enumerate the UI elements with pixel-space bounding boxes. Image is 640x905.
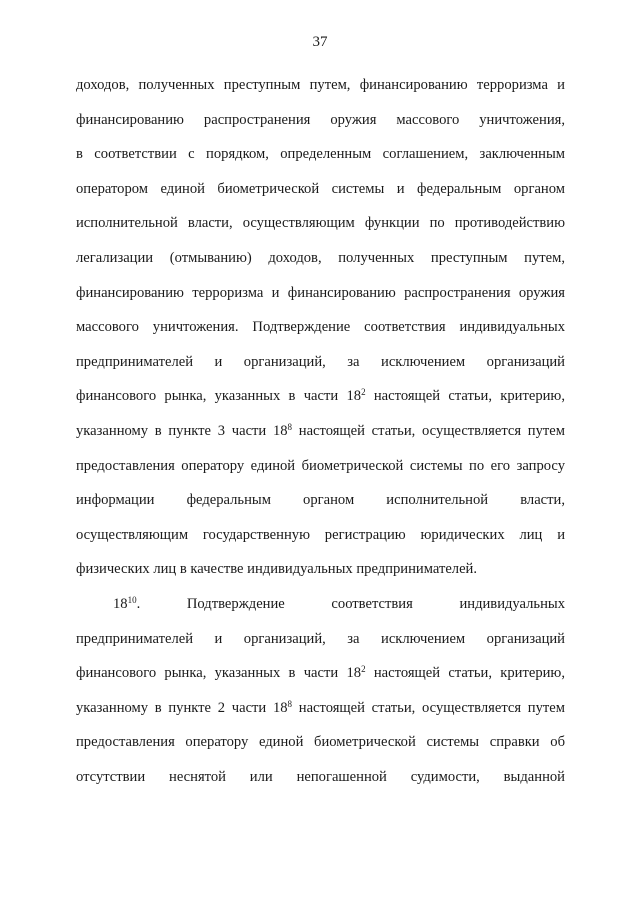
page-number: 37: [312, 34, 328, 50]
text-line: предоставления оператору единой биометрической системы справки об: [76, 734, 565, 751]
text-line: предпринимателей и организаций, за исключением организаций: [76, 353, 565, 370]
superscript: 2: [361, 387, 366, 398]
text-fragment: настоящей статьи, критерию,: [365, 388, 565, 405]
text-line: предпринимателей и организаций, за исключением организаций: [76, 630, 565, 647]
superscript: 8: [287, 698, 293, 709]
text-line: предоставления оператору единой биометрической системы по его запросу: [76, 457, 565, 474]
text-fragment: . Подтверждение соответствия индивидуальных: [136, 595, 565, 612]
text-fragment: финансового рынка, указанных в части 18: [76, 665, 362, 682]
superscript: 10: [127, 594, 137, 605]
text-line: физических лиц в качестве индивидуальных предпринимателей.: [76, 561, 478, 578]
text-fragment: настоящей статьи, осуществляется путем: [292, 422, 566, 439]
text-line: исполнительной власти, осуществляющим функции по противодействию: [76, 215, 565, 232]
text-fragment: финансового рынка, указанных в части 18: [76, 388, 362, 405]
superscript: 8: [287, 422, 293, 432]
text-line: оператором единой биометрической системы и федеральным органом: [76, 180, 565, 197]
text-line: массового уничтожения. Подтверждение соответствия индивидуальных: [76, 319, 565, 336]
body-text: [76, 68, 565, 794]
text-line: легализации (отмыванию) доходов, полученных преступным путем,: [76, 249, 565, 266]
text-line: доходов, полученных преступным путем, финансированию терроризма и: [76, 77, 565, 93]
text-fragment: указанному в пункте 3 части 18: [76, 422, 288, 439]
text-line: [76, 414, 565, 449]
text-line: [76, 656, 565, 691]
text-line: осуществляющим государственную регистрацию юридических лиц и: [76, 526, 565, 543]
paragraph-start-line: [76, 587, 565, 622]
text-line: информации федеральным органом исполнительной власти,: [76, 492, 565, 509]
paragraph-number: 18: [113, 595, 128, 612]
text-line: финансированию терроризма и финансированию распространения оружия: [76, 284, 565, 301]
text-fragment: указанному в пункте 2 части 18: [76, 699, 288, 716]
text-line: [76, 379, 565, 414]
text-line: [76, 691, 565, 726]
text-line: отсутствии неснятой или непогашенной судимости, выданной: [76, 768, 565, 785]
text-line: финансированию распространения оружия массового уничтожения,: [76, 111, 565, 128]
text-line: в соответствии с порядком, определенным соглашением, заключенным: [76, 146, 565, 163]
text-fragment: настоящей статьи, осуществляется путем: [292, 699, 566, 716]
superscript: 2: [361, 664, 366, 675]
text-fragment: настоящей статьи, критерию,: [365, 665, 565, 682]
